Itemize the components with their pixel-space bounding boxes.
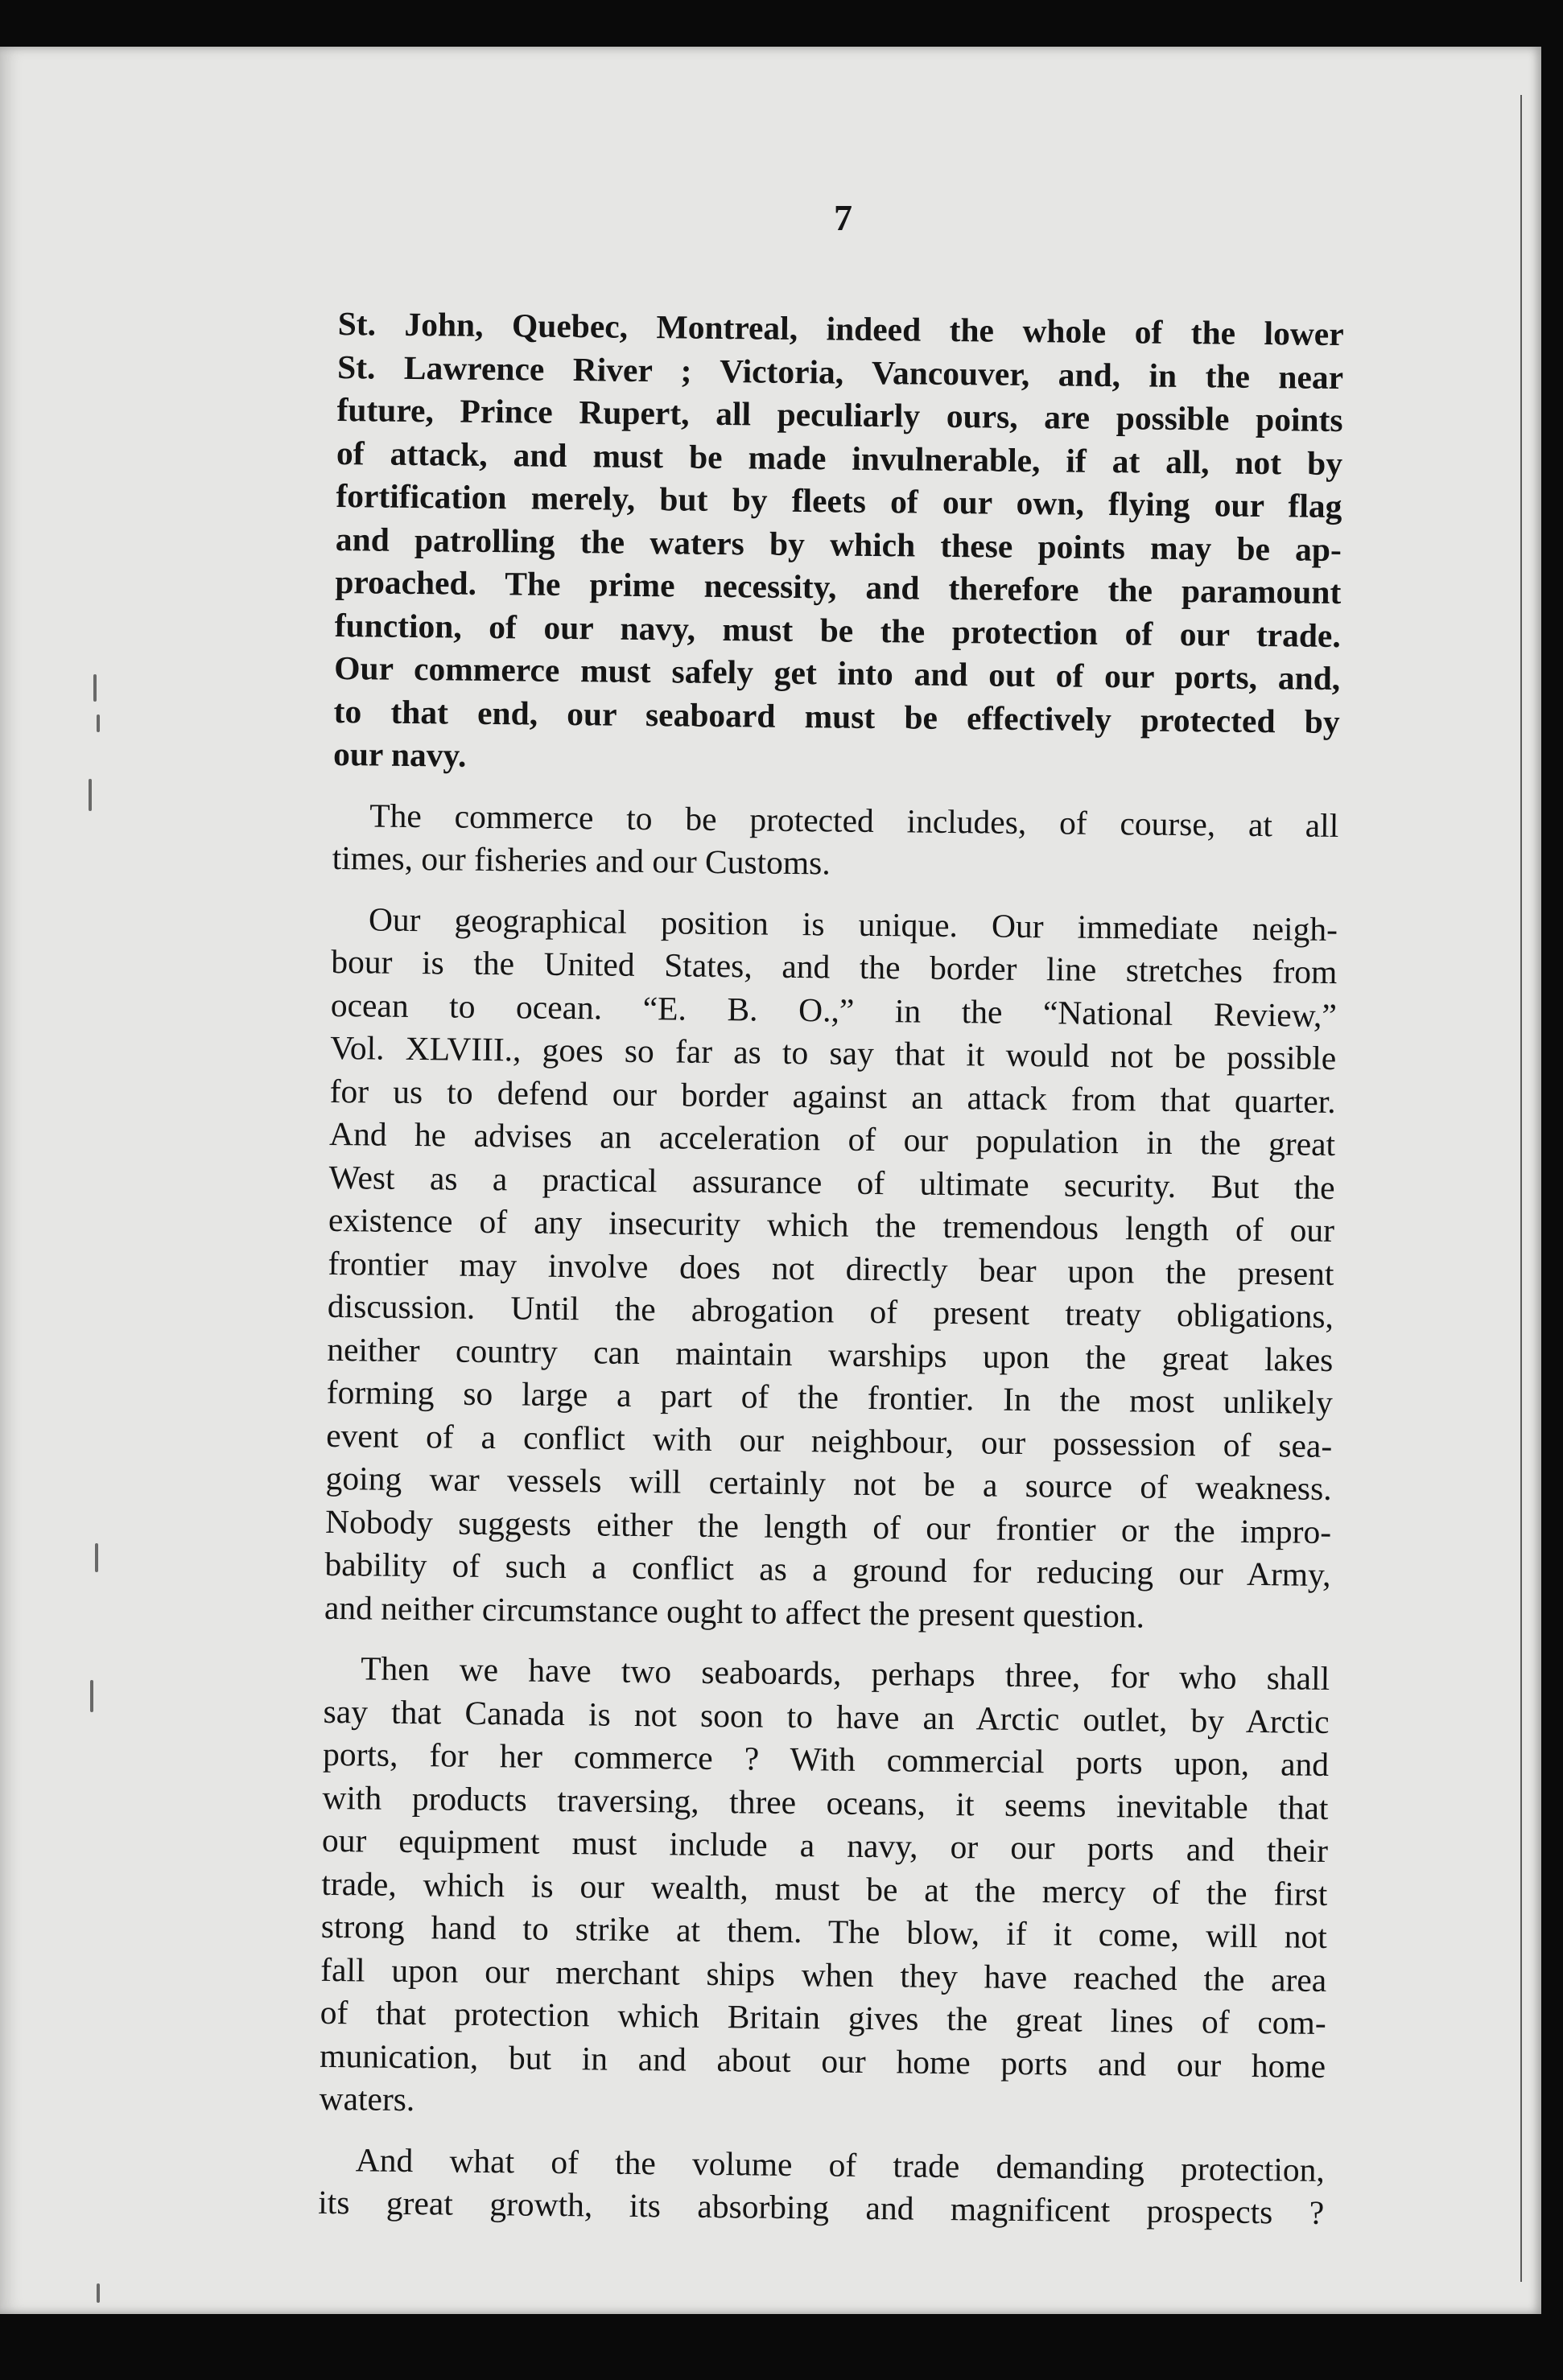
text-line: frontier may involve does not directly bear upon the present	[328, 1244, 1334, 1292]
text-line: bability of such a conflict as a ground for reducing our Army,	[324, 1545, 1331, 1594]
text-line: our navy.	[332, 735, 467, 774]
text-line: for us to defend our border against an attack from that quarter.	[329, 1072, 1336, 1120]
text-line: Then we have two seaboards, perhaps three, for who shall	[360, 1649, 1330, 1697]
text-line: And he advises an acceleration of our population in the great	[328, 1114, 1336, 1163]
text-line: bour is the United States, and the border line stretches from	[331, 942, 1338, 991]
text-line: of attack, and must be made invulnerable, if at all, not by	[336, 434, 1343, 482]
text-line: our equipment must include a navy, or our ports and their	[321, 1821, 1329, 1869]
text-line: forming so large a part of the frontier. In the most unlikely	[326, 1373, 1333, 1422]
text-line: St. John, Quebec, Montreal, indeed the whole of the lower	[337, 304, 1344, 353]
text-line: Nobody suggests either the length of our frontier or the impro-	[324, 1502, 1332, 1550]
text-line: ports, for her commerce ? With commercial ports upon, and	[322, 1735, 1330, 1783]
text-line: fortification merely, but by fleets of our own, flying our flag	[336, 476, 1342, 525]
text-line: future, Prince Rupert, all peculiarly ours, are possible points	[336, 390, 1343, 439]
text-line: and patrolling the waters by which these points may be ap-	[335, 520, 1342, 568]
text-line: event of a conflict with our neighbour, our possession of sea-	[326, 1416, 1333, 1464]
text-line: its great growth, its absorbing and magnificent prospects ?	[318, 2183, 1325, 2231]
text-line: waters.	[319, 2079, 415, 2119]
text-line: ocean to ocean. “E. B. O.,” in the “National Review,”	[330, 986, 1338, 1034]
paragraph-3	[324, 897, 1338, 1640]
body-text	[318, 303, 1344, 2252]
text-line: strong hand to strike at them. The blow, if it come, will not	[320, 1907, 1328, 1955]
scanned-page	[0, 47, 1541, 2314]
text-line: times, our fisheries and our Customs.	[332, 838, 831, 882]
text-line: trade, which is our wealth, must be at the mercy of the first	[321, 1864, 1328, 1913]
text-line: fall upon our merchant ships when they have reached the area	[320, 1950, 1327, 1999]
text-line: Our geographical position is unique. Our immediate neigh-	[368, 900, 1338, 948]
text-line: Vol. XLVIII., goes so far as to say that it would not be possible	[330, 1028, 1337, 1077]
paragraph-5	[318, 2138, 1325, 2234]
text-line: going war vessels will certainly not be a source of weakness.	[325, 1459, 1332, 1508]
text-line: And what of the volume of trade demanding protection,	[355, 2140, 1326, 2189]
paragraph-4	[319, 1647, 1330, 2131]
text-line: existence of any insecurity which the tremendous length of our	[328, 1200, 1335, 1250]
paragraph-1	[333, 303, 1344, 787]
text-line: St. Lawrence River ; Victoria, Vancouver, and, in the near	[336, 348, 1344, 396]
text-line: West as a practical assurance of ultimate security. But the	[328, 1158, 1335, 1206]
page-number: 7	[834, 197, 852, 238]
page-edge-line	[1520, 95, 1522, 2282]
text-line: with products traversing, three oceans, it seems inevitable that	[322, 1778, 1329, 1826]
text-line: neither country can maintain warships upon the great lakes	[327, 1330, 1334, 1378]
text-line: Our commerce must safely get into and out of our ports, and,	[334, 649, 1341, 698]
text-line: say that Canada is not soon to have an Arctic outlet, by Arctic	[323, 1692, 1330, 1740]
paragraph-2	[332, 793, 1338, 890]
text-line: munication, but in and about our home ports and our home	[319, 2036, 1326, 2085]
text-line: function, of our navy, must be the protection of our trade.	[334, 606, 1341, 654]
text-line: discussion. Until the abrogation of present treaty obligations,	[327, 1287, 1334, 1336]
margin-marks	[48, 610, 113, 2380]
text-line: The commerce to be protected includes, of course, at all	[369, 796, 1339, 844]
text-line: of that protection which Britain gives the great lines of com-	[320, 1993, 1326, 2041]
text-line: and neither circumstance ought to affect the present question.	[324, 1588, 1145, 1635]
text-line: to that end, our seaboard must be effectively protected by	[333, 692, 1340, 740]
text-line: proached. The prime necessity, and therefore the paramount	[335, 562, 1342, 611]
